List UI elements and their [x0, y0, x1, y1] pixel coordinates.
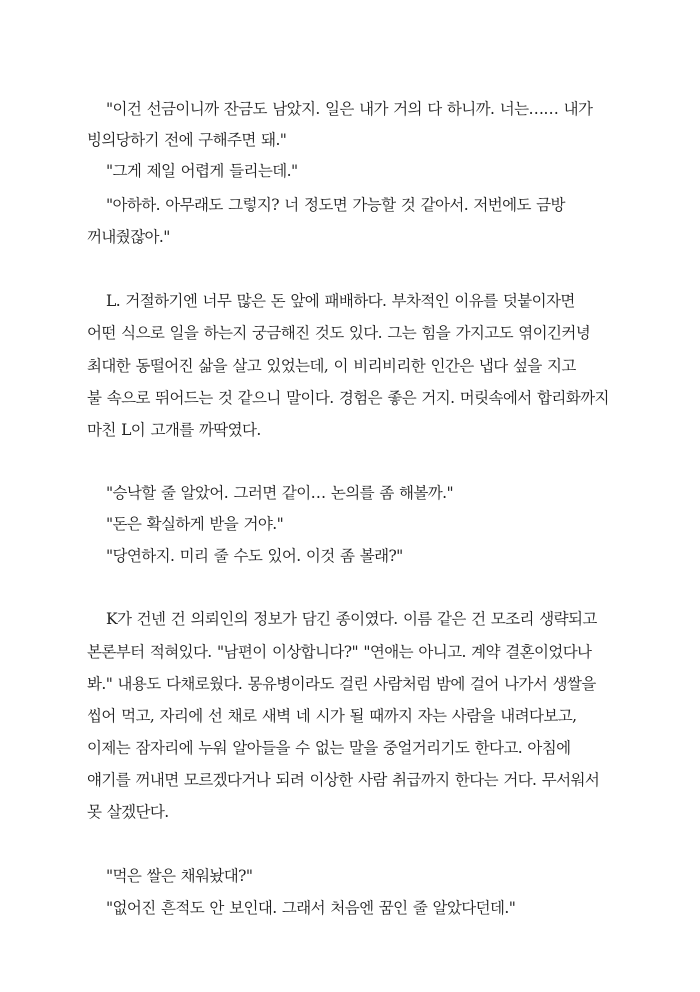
text-line: "없어진 흔적도 안 보인대. 그래서 처음엔 꿈인 줄 알았다던데." [106, 899, 516, 917]
text-line: 불 속으로 뛰어드는 것 같으니 말이다. 경험은 좋은 거지. 머릿속에서 합리화까지 [87, 389, 609, 407]
text-line: "아하하. 아무래도 그렇지? 너 정도면 가능할 것 같아서. 저번에도 금방 [106, 196, 565, 214]
text-line: "당연하지. 미리 줄 수도 있어. 이것 좀 볼래?" [106, 547, 403, 565]
text-line: "이건 선금이니까 잔금도 남았지. 일은 내가 거의 다 하니까. 너는…… 내가 [106, 100, 593, 118]
text-line: 꺼내줬잖아." [87, 228, 170, 246]
text-line: 최대한 동떨어진 삶을 살고 있었는데, 이 비리비리한 인간은 냅다 섶을 지고 [87, 357, 576, 375]
text-line: 못 살겠단다. [87, 803, 169, 821]
text-line: K가 건넨 건 의뢰인의 정보가 담긴 종이였다. 이름 같은 건 모조리 생략되고 [106, 610, 597, 628]
text-line: "먹은 쌀은 채워놨대?" [106, 867, 253, 885]
text-line: 어떤 식으로 일을 하는지 궁금해진 것도 있다. 그는 힘을 가지고도 엮이긴커녕 [87, 324, 591, 342]
text-line: 봐." 내용도 다채로웠다. 몽유병이라도 걸린 사람처럼 밤에 걸어 나가서 생쌀을 [87, 675, 596, 693]
text-line: 빙의당하기 전에 구해주면 돼." [87, 131, 287, 149]
text-line: 이제는 잠자리에 누워 알아들을 수 없는 말을 중얼거리기도 한다고. 아침에 [87, 739, 571, 757]
text-line: 본론부터 적혀있다. "남편이 이상합니다?" "연애는 아니고. 계약 결혼이었다나 [87, 643, 592, 661]
text-line: "승낙할 줄 알았어. 그러면 같이… 논의를 좀 해볼까." [106, 484, 453, 502]
text-line: 얘기를 꺼내면 모르겠다거나 되려 이상한 사람 취급까지 한다는 거다. 무서워서 [87, 771, 600, 789]
text-line: "돈은 확실하게 받을 거야." [106, 515, 284, 533]
text-line: L. 거절하기엔 너무 많은 돈 앞에 패배하다. 부차적인 이유를 덧붙이자면 [106, 292, 575, 310]
text-line: 마친 L이 고개를 까딱였다. [87, 421, 261, 439]
text-line: "그게 제일 어렵게 들리는데." [106, 162, 298, 180]
text-line: 씹어 먹고, 자리에 선 채로 새벽 네 시가 될 때까지 자는 사람을 내려다보고, [87, 707, 577, 725]
